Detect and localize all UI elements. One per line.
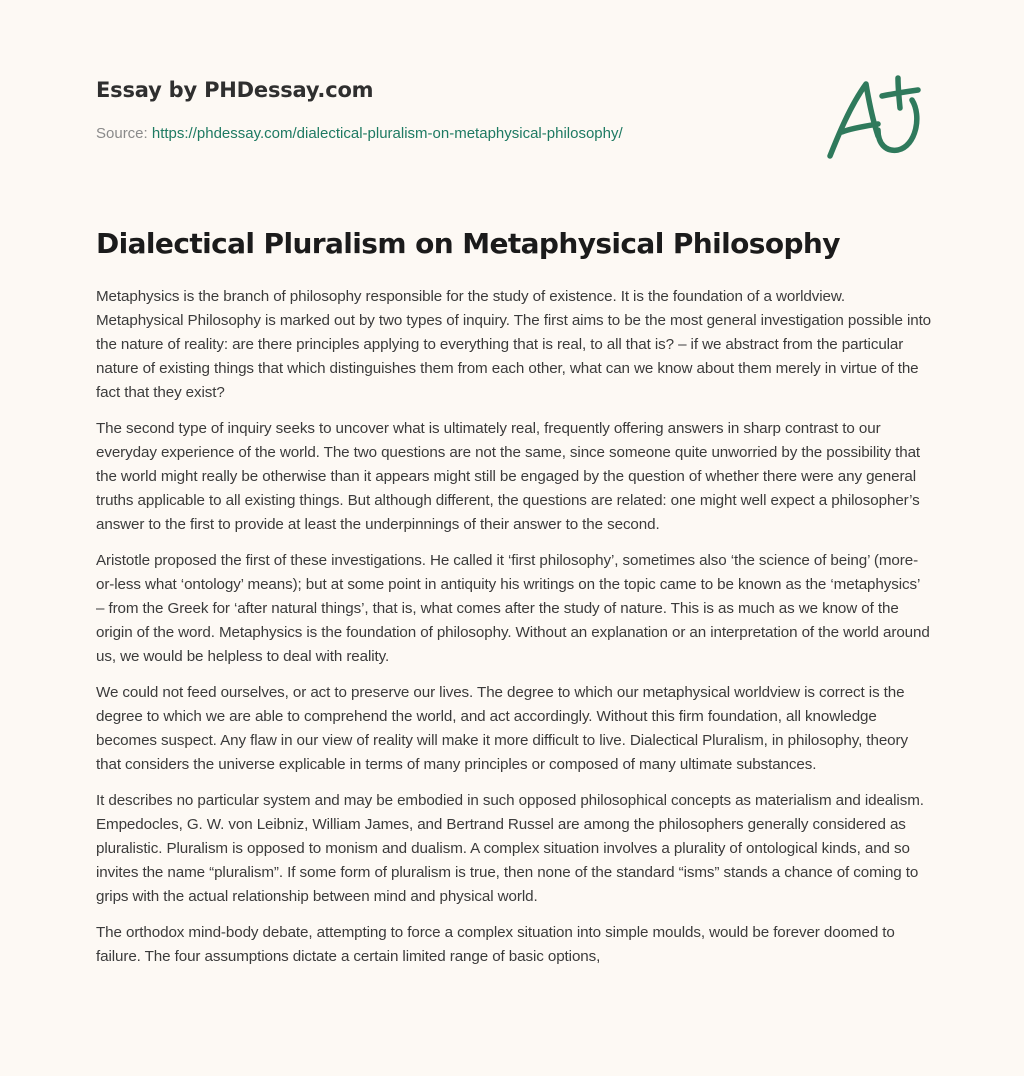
source-label: Source: (96, 125, 148, 142)
essay-body (96, 285, 932, 981)
source-line (96, 124, 796, 144)
a-plus-grade-icon (820, 66, 930, 166)
paragraph: The orthodox mind-body debate, attempting to force a complex situation into simple moulds, would be forever doomed to failure. The four assumptions dictate a certain limited range of basic options, (96, 924, 895, 965)
paragraph: We could not feed ourselves, or act to preserve our lives. The degree to which our metaphysical worldview is correct is the degree to which we are able to comprehend the world, and act accordingly. Without this firm foundation, all knowledge becomes suspect. Any flaw in our view of reality will make it more difficult to live. Dialectical Pluralism, in philosophy, theory that considers the universe explicable in terms of many principles or composed of many ultimate substances. (96, 684, 908, 773)
page-header (96, 76, 796, 144)
paragraph: It describes no particular system and may be embodied in such opposed philosophical concepts as materialism and idealism. Empedocles, G. W. von Leibniz, William James, and Bertrand Russel are among the philosophers generally considered as pluralistic. Pluralism is opposed to monism and dualism. A complex situation involves a plurality of ontological kinds, and so invites the name “pluralism”. If some form of pluralism is true, then none of the standard “isms” stands a chance of coming to grips with the actual relationship between mind and physical world. (96, 792, 924, 905)
paragraph: Metaphysics is the branch of philosophy responsible for the study of existence. It is the foundation of a worldview. Metaphysical Philosophy is marked out by two types of inquiry. The first aims to be the most general investigation possible into the nature of reality: are there principles applying to everything that is real, to all that is? – if we abstract from the particular nature of existing things that which distinguishes them from each other, what can we know about them merely in virtue of the fact that they exist? (96, 288, 932, 401)
essay-title: Dialectical Pluralism on Metaphysical Philosophy (96, 227, 840, 260)
site-brand: Essay by PHDessay.com (96, 78, 374, 102)
paragraph: The second type of inquiry seeks to uncover what is ultimately real, frequently offering answers in sharp contrast to our everyday experience of the world. The two questions are not the same, since someone quite unworried by the possibility that the world might really be otherwise than it appears might still be engaged by the question of whether there were any general truths applicable to all existing things. But although different, the questions are related: one might well expect a philosopher’s answer to the first to provide at least the underpinnings of their answer to the second. (96, 420, 921, 533)
paragraph: Aristotle proposed the first of these investigations. He called it ‘first philosophy’, sometimes also ‘the science of being’ (more-or-less what ‘ontology’ means); but at some point in antiquity his writings on the topic came to be known as the ‘metaphysics’ – from the Greek for ‘after natural things’, that is, what comes after the study of nature. This is as much as we know of the origin of the word. Metaphysics is the foundation of philosophy. Without an explanation or an interpretation of the world around us, we would be helpless to deal with reality. (96, 552, 930, 665)
source-link[interactable]: https://phdessay.com/dialectical-pluralism-on-metaphysical-philosophy/ (151, 125, 623, 142)
